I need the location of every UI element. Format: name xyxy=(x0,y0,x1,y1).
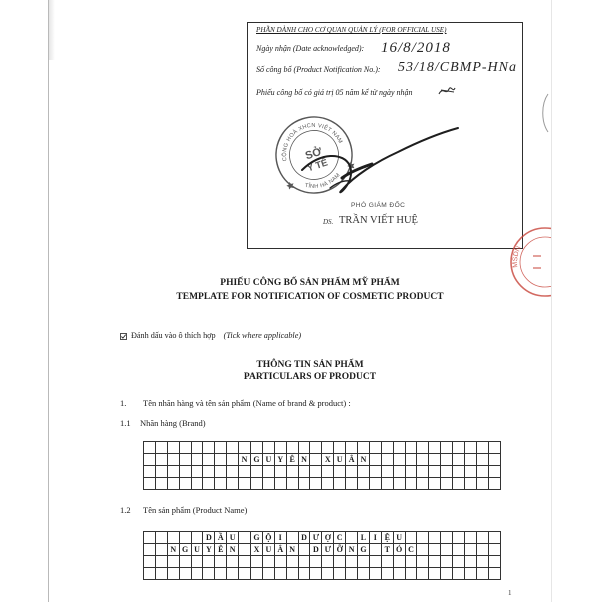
handwritten-scribble xyxy=(437,84,457,98)
grid-cell xyxy=(156,478,168,490)
grid-cell xyxy=(394,442,406,454)
grid-cell xyxy=(156,556,168,568)
grid-cell xyxy=(417,532,429,544)
grid-cell xyxy=(299,478,311,490)
grid-cell xyxy=(203,454,215,466)
grid-cell xyxy=(489,466,501,478)
official-use-header: PHẦN DÀNH CHO CƠ QUAN QUẢN LÝ (FOR OFFICIAL USE) xyxy=(256,26,447,34)
grid-cell xyxy=(310,454,322,466)
grid-cell: N xyxy=(346,544,358,556)
grid-cell xyxy=(310,478,322,490)
grid-cell xyxy=(203,556,215,568)
grid-cell xyxy=(346,568,358,580)
grid-cell xyxy=(441,478,453,490)
grid-cell xyxy=(215,478,227,490)
grid-cell xyxy=(239,568,251,580)
grid-cell xyxy=(168,454,180,466)
grid-cell: X xyxy=(322,454,334,466)
grid-cell xyxy=(287,556,299,568)
grid-cell xyxy=(239,478,251,490)
grid-cell: N xyxy=(239,454,251,466)
grid-cell xyxy=(465,556,477,568)
grid-cell xyxy=(334,442,346,454)
grid-cell xyxy=(489,556,501,568)
grid-cell xyxy=(192,442,204,454)
grid-cell xyxy=(441,556,453,568)
grid-cell xyxy=(477,532,489,544)
grid-cell xyxy=(239,556,251,568)
grid-cell xyxy=(192,466,204,478)
grid-cell xyxy=(382,454,394,466)
partial-red-stamp xyxy=(503,222,551,304)
grid-cell xyxy=(192,532,204,544)
grid-cell xyxy=(441,466,453,478)
grid-cell xyxy=(215,556,227,568)
grid-cell xyxy=(144,442,156,454)
grid-cell xyxy=(156,454,168,466)
grid-cell xyxy=(441,568,453,580)
stamp-center-line2: Y TẾ xyxy=(305,157,330,175)
grid-cell xyxy=(310,568,322,580)
grid-cell xyxy=(192,556,204,568)
grid-cell xyxy=(406,568,418,580)
grid-cell: Ợ xyxy=(322,532,334,544)
grid-cell xyxy=(358,478,370,490)
grid-cell xyxy=(310,442,322,454)
grid-cell xyxy=(251,442,263,454)
stamp-top-text: CỘNG HOÀ XHCN VIỆT NAM xyxy=(281,122,344,162)
grid-cell xyxy=(322,556,334,568)
grid-cell xyxy=(322,478,334,490)
grid-cell xyxy=(406,556,418,568)
grid-cell xyxy=(453,556,465,568)
item-number: 1.1 xyxy=(120,418,131,428)
grid-cell: Ư xyxy=(322,544,334,556)
grid-cell xyxy=(156,532,168,544)
grid-cell: Ệ xyxy=(382,532,394,544)
grid-cell xyxy=(180,478,192,490)
grid-cell: Â xyxy=(275,544,287,556)
grid-cell xyxy=(322,442,334,454)
grid-cell xyxy=(370,556,382,568)
grid-cell xyxy=(477,556,489,568)
grid-cell xyxy=(429,478,441,490)
grid-cell xyxy=(168,466,180,478)
grid-cell xyxy=(453,466,465,478)
grid-cell xyxy=(144,466,156,478)
grid-cell xyxy=(417,478,429,490)
grid-cell xyxy=(382,568,394,580)
grid-cell xyxy=(382,478,394,490)
grid-cell xyxy=(180,454,192,466)
grid-cell xyxy=(203,442,215,454)
grid-cell xyxy=(453,568,465,580)
grid-cell: Ư xyxy=(310,532,322,544)
grid-cell xyxy=(417,568,429,580)
form-title-vi: PHIẾU CÔNG BỐ SẢN PHẨM MỸ PHẨM xyxy=(220,278,400,288)
grid-cell: N xyxy=(358,454,370,466)
grid-cell xyxy=(489,532,501,544)
grid-cell xyxy=(489,478,501,490)
product-name-grid xyxy=(143,531,501,580)
grid-cell xyxy=(322,568,334,580)
grid-cell xyxy=(465,478,477,490)
grid-cell: I xyxy=(275,532,287,544)
grid-cell: I xyxy=(370,532,382,544)
stamp-center-line1: SỞ xyxy=(303,145,324,163)
brand-grid xyxy=(143,441,501,490)
grid-cell xyxy=(465,454,477,466)
grid-cell xyxy=(239,544,251,556)
grid-cell xyxy=(168,478,180,490)
grid-cell xyxy=(346,532,358,544)
grid-cell xyxy=(489,454,501,466)
grid-cell xyxy=(227,478,239,490)
grid-cell: C xyxy=(406,544,418,556)
grid-cell xyxy=(287,532,299,544)
grid-cell xyxy=(203,568,215,580)
grid-cell: Ộ xyxy=(263,532,275,544)
grid-cell xyxy=(429,466,441,478)
section-title-vi: THÔNG TIN SẢN PHẨM xyxy=(256,360,364,370)
grid-cell xyxy=(299,442,311,454)
grid-cell: Ó xyxy=(394,544,406,556)
grid-cell xyxy=(477,466,489,478)
grid-cell xyxy=(370,478,382,490)
grid-cell xyxy=(382,466,394,478)
grid-cell xyxy=(370,466,382,478)
grid-cell xyxy=(299,544,311,556)
grid-cell: U xyxy=(192,544,204,556)
grid-cell xyxy=(310,466,322,478)
grid-cell xyxy=(192,478,204,490)
scan-mark xyxy=(538,92,550,134)
item-label-brand: Nhãn hàng (Brand) xyxy=(140,418,206,428)
grid-cell xyxy=(394,568,406,580)
grid-cell xyxy=(358,442,370,454)
grid-cell xyxy=(215,568,227,580)
grid-cell xyxy=(370,544,382,556)
grid-cell xyxy=(227,568,239,580)
grid-cell xyxy=(477,544,489,556)
grid-cell xyxy=(453,442,465,454)
grid-cell: U xyxy=(394,532,406,544)
grid-cell xyxy=(477,478,489,490)
grid-cell xyxy=(406,466,418,478)
grid-cell xyxy=(227,442,239,454)
grid-cell: N xyxy=(287,544,299,556)
grid-cell: L xyxy=(358,532,370,544)
grid-cell xyxy=(168,556,180,568)
grid-cell xyxy=(417,466,429,478)
signer-name: TRẦN VIẾT HUỆ xyxy=(339,215,418,226)
grid-cell xyxy=(299,556,311,568)
grid-cell xyxy=(227,454,239,466)
grid-cell: G xyxy=(251,454,263,466)
grid-cell xyxy=(227,556,239,568)
grid-cell xyxy=(370,454,382,466)
grid-cell xyxy=(477,454,489,466)
grid-cell xyxy=(215,466,227,478)
grid-cell xyxy=(239,532,251,544)
grid-cell: Ê xyxy=(287,454,299,466)
grid-cell xyxy=(287,478,299,490)
date-acknowledged-label: Ngày nhận (Date acknowledged): xyxy=(256,44,365,53)
grid-cell: G xyxy=(180,544,192,556)
grid-cell xyxy=(358,556,370,568)
grid-cell xyxy=(144,568,156,580)
grid-cell xyxy=(406,532,418,544)
grid-cell xyxy=(346,442,358,454)
grid-cell xyxy=(299,466,311,478)
grid-cell xyxy=(429,454,441,466)
notification-number-value: 53/18/CBMP-HNa xyxy=(398,60,517,75)
item-label-product-name: Tên sản phẩm (Product Name) xyxy=(143,505,248,515)
grid-cell xyxy=(346,556,358,568)
notification-number-label: Số công bố (Product Notification No.): xyxy=(256,65,381,74)
grid-cell: G xyxy=(358,544,370,556)
grid-cell xyxy=(144,454,156,466)
grid-cell xyxy=(465,532,477,544)
grid-cell xyxy=(251,478,263,490)
grid-cell xyxy=(358,568,370,580)
grid-cell xyxy=(453,478,465,490)
validity-note: Phiếu công bố có giá trị 05 năm kể từ ngày nhận xyxy=(256,88,413,97)
grid-cell: Â xyxy=(346,454,358,466)
tick-note-vi: Đánh dấu vào ô thích hợp xyxy=(131,331,216,340)
grid-cell xyxy=(180,568,192,580)
grid-cell xyxy=(275,568,287,580)
tick-note xyxy=(120,332,301,340)
grid-cell xyxy=(144,556,156,568)
grid-cell xyxy=(275,556,287,568)
scan-edge-left xyxy=(48,0,49,602)
grid-cell xyxy=(465,544,477,556)
grid-cell xyxy=(334,466,346,478)
grid-cell xyxy=(180,532,192,544)
grid-cell xyxy=(406,478,418,490)
grid-cell xyxy=(192,568,204,580)
grid-cell xyxy=(203,466,215,478)
grid-cell xyxy=(263,442,275,454)
grid-cell xyxy=(156,568,168,580)
tick-note-en: (Tick where applicable) xyxy=(223,331,302,340)
grid-cell xyxy=(239,466,251,478)
grid-cell xyxy=(441,454,453,466)
grid-cell: D xyxy=(299,532,311,544)
grid-cell: C xyxy=(334,532,346,544)
grid-cell xyxy=(299,568,311,580)
section-title-en: PARTICULARS OF PRODUCT xyxy=(243,372,377,382)
grid-cell xyxy=(441,532,453,544)
grid-cell xyxy=(358,466,370,478)
checkbox-icon xyxy=(120,333,127,340)
grid-cell xyxy=(346,466,358,478)
red-stamp-text: MSDN xyxy=(511,245,523,268)
grid-cell xyxy=(168,568,180,580)
grid-cell xyxy=(453,544,465,556)
grid-cell xyxy=(156,442,168,454)
item-number: 1. xyxy=(120,398,127,408)
grid-cell xyxy=(168,442,180,454)
grid-cell: Ỡ xyxy=(334,544,346,556)
grid-cell xyxy=(406,442,418,454)
grid-cell xyxy=(275,466,287,478)
grid-cell xyxy=(144,532,156,544)
grid-cell xyxy=(215,442,227,454)
grid-cell: Ầ xyxy=(215,532,227,544)
grid-cell xyxy=(394,556,406,568)
stamp-bottom-text: TỈNH HÀ NAM xyxy=(304,172,342,191)
grid-cell xyxy=(477,442,489,454)
signer-title: PHÓ GIÁM ĐỐC xyxy=(351,202,406,209)
grid-cell: X xyxy=(251,544,263,556)
grid-cell xyxy=(370,442,382,454)
grid-cell xyxy=(322,466,334,478)
grid-cell xyxy=(310,556,322,568)
grid-cell xyxy=(215,454,227,466)
grid-cell xyxy=(382,442,394,454)
grid-cell: Ê xyxy=(215,544,227,556)
grid-cell xyxy=(203,478,215,490)
grid-cell xyxy=(251,568,263,580)
scan-shadow xyxy=(49,0,55,60)
grid-cell xyxy=(417,454,429,466)
grid-cell xyxy=(489,568,501,580)
grid-cell xyxy=(144,478,156,490)
red-stamp-inner-ring xyxy=(520,237,551,287)
grid-cell: U xyxy=(263,454,275,466)
grid-cell: G xyxy=(251,532,263,544)
grid-cell: N xyxy=(299,454,311,466)
grid-cell xyxy=(465,568,477,580)
grid-cell xyxy=(275,478,287,490)
grid-cell: U xyxy=(227,532,239,544)
grid-cell xyxy=(429,568,441,580)
signer-prefix: DS. xyxy=(323,218,334,226)
grid-cell: Y xyxy=(203,544,215,556)
grid-cell: N xyxy=(227,544,239,556)
grid-cell xyxy=(429,442,441,454)
grid-cell xyxy=(180,556,192,568)
grid-cell: U xyxy=(263,544,275,556)
grid-cell xyxy=(180,466,192,478)
scan-edge-right xyxy=(551,0,552,602)
grid-cell xyxy=(417,556,429,568)
grid-cell xyxy=(406,454,418,466)
grid-cell xyxy=(275,442,287,454)
grid-cell xyxy=(465,442,477,454)
grid-cell xyxy=(441,442,453,454)
grid-cell xyxy=(287,466,299,478)
grid-cell xyxy=(287,568,299,580)
grid-cell xyxy=(477,568,489,580)
grid-cell xyxy=(465,466,477,478)
grid-cell: U xyxy=(334,454,346,466)
grid-cell xyxy=(370,568,382,580)
grid-cell xyxy=(251,556,263,568)
grid-cell xyxy=(263,556,275,568)
grid-cell: Y xyxy=(275,454,287,466)
grid-cell xyxy=(429,544,441,556)
grid-cell xyxy=(334,556,346,568)
grid-cell xyxy=(251,466,263,478)
grid-cell xyxy=(263,466,275,478)
form-title-en: TEMPLATE FOR NOTIFICATION OF COSMETIC PRODUCT xyxy=(176,292,444,302)
grid-cell xyxy=(417,442,429,454)
page-number: 1 xyxy=(508,589,512,597)
grid-cell xyxy=(394,478,406,490)
grid-cell xyxy=(417,544,429,556)
grid-cell xyxy=(168,532,180,544)
grid-cell xyxy=(239,442,251,454)
grid-cell xyxy=(334,568,346,580)
grid-cell: N xyxy=(168,544,180,556)
grid-cell xyxy=(263,568,275,580)
grid-cell xyxy=(227,466,239,478)
grid-cell xyxy=(489,544,501,556)
grid-cell xyxy=(429,556,441,568)
grid-cell xyxy=(382,556,394,568)
grid-cell xyxy=(394,454,406,466)
grid-cell xyxy=(144,544,156,556)
grid-cell xyxy=(156,544,168,556)
grid-cell xyxy=(489,442,501,454)
grid-cell xyxy=(287,442,299,454)
item-label-brand-product: Tên nhãn hàng và tên sản phẩm (Name of brand & product) : xyxy=(143,398,351,408)
grid-cell xyxy=(156,466,168,478)
grid-cell: T xyxy=(382,544,394,556)
item-number: 1.2 xyxy=(120,505,131,515)
grid-cell xyxy=(180,442,192,454)
grid-cell: D xyxy=(203,532,215,544)
grid-cell xyxy=(453,532,465,544)
grid-cell xyxy=(394,466,406,478)
signature xyxy=(290,118,470,208)
grid-cell: D xyxy=(310,544,322,556)
grid-cell xyxy=(441,544,453,556)
date-acknowledged-value: 16/8/2018 xyxy=(381,40,451,56)
grid-cell xyxy=(453,454,465,466)
grid-cell xyxy=(346,478,358,490)
grid-cell xyxy=(429,532,441,544)
grid-cell xyxy=(192,454,204,466)
grid-cell xyxy=(334,478,346,490)
grid-cell xyxy=(263,478,275,490)
